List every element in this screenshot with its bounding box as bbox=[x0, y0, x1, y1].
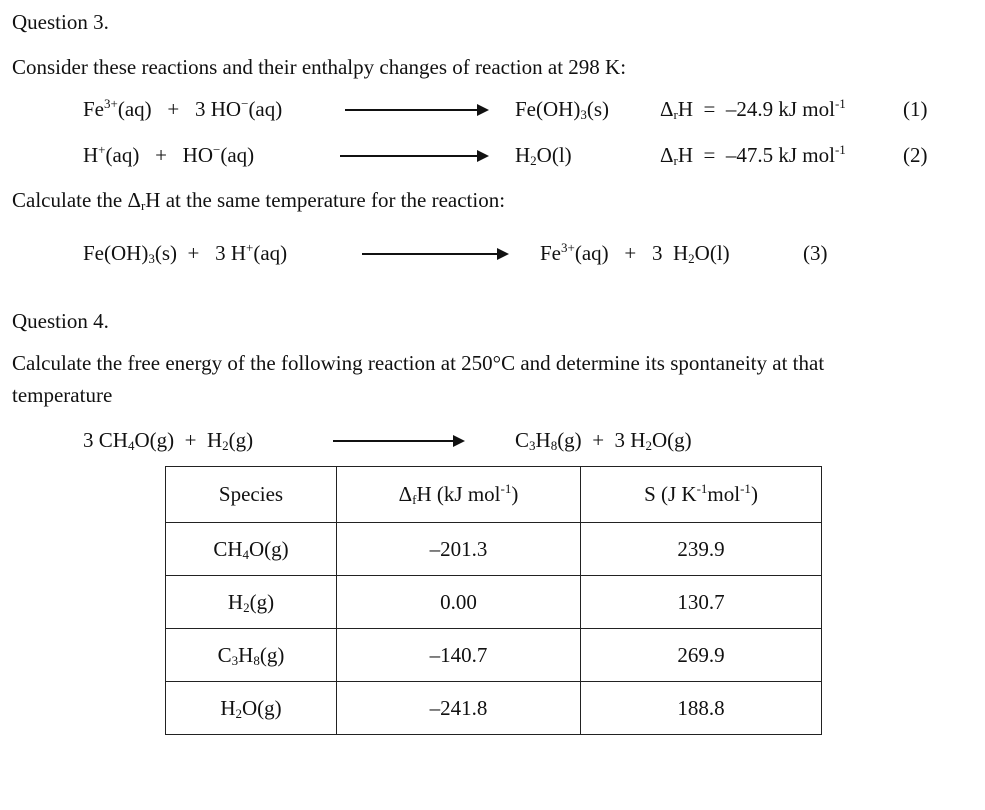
q4-products: $C_3H_8(g) + 3$ $H_2O(g)$ bbox=[515, 428, 692, 453]
enthalpy-cell: –140.7 bbox=[337, 629, 581, 682]
q3-intro: Consider these reactions and their enthalpy changes of reaction at 298 K: bbox=[12, 55, 627, 79]
reaction-3-products: $Fe^{3+}(aq)$ + 3 $H_2O(l)$ bbox=[540, 240, 730, 266]
q4-arrow bbox=[333, 440, 463, 442]
entropy-cell: 130.7 bbox=[581, 576, 822, 629]
enthalpy-cell: –201.3 bbox=[337, 523, 581, 576]
thermo-data-table bbox=[165, 466, 822, 735]
q4-text-line-1: Calculate the free energy of the following reaction at 250°C and determine its spontaneity at that bbox=[12, 351, 825, 375]
header-enthalpy: $\Delta_fH$ (kJ mol$^{-1}$) bbox=[337, 467, 581, 523]
header-entropy: S (J $K^{-1}mol^{-1}$) bbox=[581, 467, 822, 523]
reaction-3-reactants: $Fe(OH)_3(s)$ + 3 H+(aq) bbox=[83, 240, 288, 266]
reaction-1-reactants: $Fe^{3+}(aq)$ + 3 HO−(aq) bbox=[83, 96, 283, 121]
reaction-3-label: (3) bbox=[803, 241, 828, 265]
table-row bbox=[166, 576, 822, 629]
species-cell: $CH_4O(g)$ bbox=[166, 523, 337, 576]
reaction-1-label: (1) bbox=[903, 97, 928, 121]
enthalpy-cell: 0.00 bbox=[337, 576, 581, 629]
q3-heading: Question 3. bbox=[12, 10, 109, 34]
reaction-1-enthalpy: $\Delta_rH = -24.9$ kJ mol$^{-1}$ bbox=[660, 96, 846, 122]
reaction-2-reactants: H+(aq) + HO−(aq) bbox=[83, 142, 255, 167]
entropy-cell: 188.8 bbox=[581, 682, 822, 735]
reaction-2-label: (2) bbox=[903, 143, 928, 167]
entropy-cell: 269.9 bbox=[581, 629, 822, 682]
reaction-3-arrow bbox=[362, 253, 507, 255]
reaction-2-product: $H_2O(l)$ bbox=[515, 143, 572, 168]
q4-heading: Question 4. bbox=[12, 309, 109, 333]
table-row bbox=[166, 682, 822, 735]
entropy-cell: 239.9 bbox=[581, 523, 822, 576]
q3-prompt: Calculate the $\Delta_rH$ at the same temperature for the reaction: bbox=[12, 188, 506, 213]
species-cell: $H_2O(g)$ bbox=[166, 682, 337, 735]
table-row bbox=[166, 629, 822, 682]
header-species: Species bbox=[166, 467, 337, 523]
reaction-2-arrow bbox=[340, 155, 487, 157]
enthalpy-cell: –241.8 bbox=[337, 682, 581, 735]
reaction-1-product: $Fe(OH)_3(s)$ bbox=[515, 97, 609, 122]
reaction-1-arrow bbox=[345, 109, 487, 111]
reaction-2-enthalpy: $\Delta_rH = -47.5$ kJ mol$^{-1}$ bbox=[660, 142, 846, 168]
table-row bbox=[166, 523, 822, 576]
q4-reactants: 3 $CH_4O(g) + H_2(g)$ bbox=[83, 428, 254, 453]
species-cell: $H_2(g)$ bbox=[166, 576, 337, 629]
q4-text-line-2: temperature bbox=[12, 383, 113, 407]
species-cell: $C_3H_8(g)$ bbox=[166, 629, 337, 682]
table-header-row bbox=[166, 467, 822, 523]
